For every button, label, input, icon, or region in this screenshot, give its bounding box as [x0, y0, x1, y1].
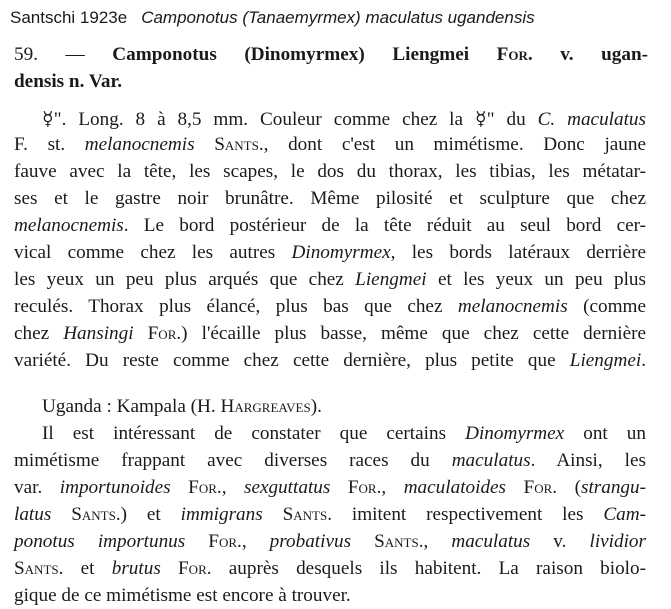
desc-line-9: chez Hansingi For.) l'écaille plus basse, même que chez cette dernière [14, 323, 646, 344]
locality-line: Uganda : Kampala (H. Hargreaves). [42, 396, 322, 417]
desc-line-4: ses et le gastre noir brunâtre. Même pilosité et sculpture que chez [14, 188, 646, 209]
desc-line-7: les yeux un peu plus arqués que chez Liengmei et les yeux un peu plus [14, 269, 646, 290]
source-citation: Santschi 1923e [10, 8, 128, 27]
entry-number: 59. — [14, 44, 85, 65]
entry-variety: v. ugan- [560, 44, 649, 65]
entry-author: For. [496, 44, 533, 65]
entry-heading-line-1 [14, 44, 648, 66]
remark-line-3: var. importunoides For., sexguttatus For., maculatoides For. (strangu- [14, 477, 647, 498]
remark-line-5: ponotus importunus For., probativus Sants., maculatus v. lividior [14, 531, 646, 552]
page-header [10, 8, 665, 28]
entry-heading-line-2: densis n. Var. [14, 71, 123, 92]
desc-line-2: F. st. melanocnemis Sants., dont c'est un mimétisme. Donc jaune [14, 134, 647, 155]
header-title: Camponotus (Tanaemyrmex) maculatus ugandensis [141, 8, 535, 27]
entry-taxon: Camponotus (Dinomyrmex) Liengmei [112, 44, 470, 65]
remark-line-7: gique de ce mimétisme est encore à trouver. [14, 585, 351, 606]
desc-line-8: reculés. Thorax plus élancé, plus bas que chez melanocnemis (comme [14, 296, 646, 317]
remark-line-2: mimétisme frappant avec diverses races du maculatus. Ainsi, les [14, 450, 646, 471]
remark-line-4: latus Sants.) et immigrans Sants. imitent respectivement les Cam- [14, 504, 646, 525]
desc-line-6: vical comme chez les autres Dinomyrmex, les bords latéraux derrière [14, 242, 646, 263]
remark-line-1: Il est intéressant de constater que certains Dinomyrmex ont un [42, 423, 646, 444]
desc-line-5: melanocnemis. Le bord postérieur de la tête réduit au seul bord cer- [14, 215, 646, 236]
remark-line-6: Sants. et brutus For. auprès desquels ils habitent. La raison biolo- [14, 558, 646, 579]
desc-line-3: fauve avec la tête, les scapes, le dos du thorax, les tibias, les métatar- [14, 161, 646, 182]
desc-line-1: ☿". Long. 8 à 8,5 mm. Couleur comme chez la ☿" du C. maculatus [42, 109, 646, 130]
desc-line-10: variété. Du reste comme chez cette dernière, plus petite que Liengmei. [14, 350, 646, 371]
